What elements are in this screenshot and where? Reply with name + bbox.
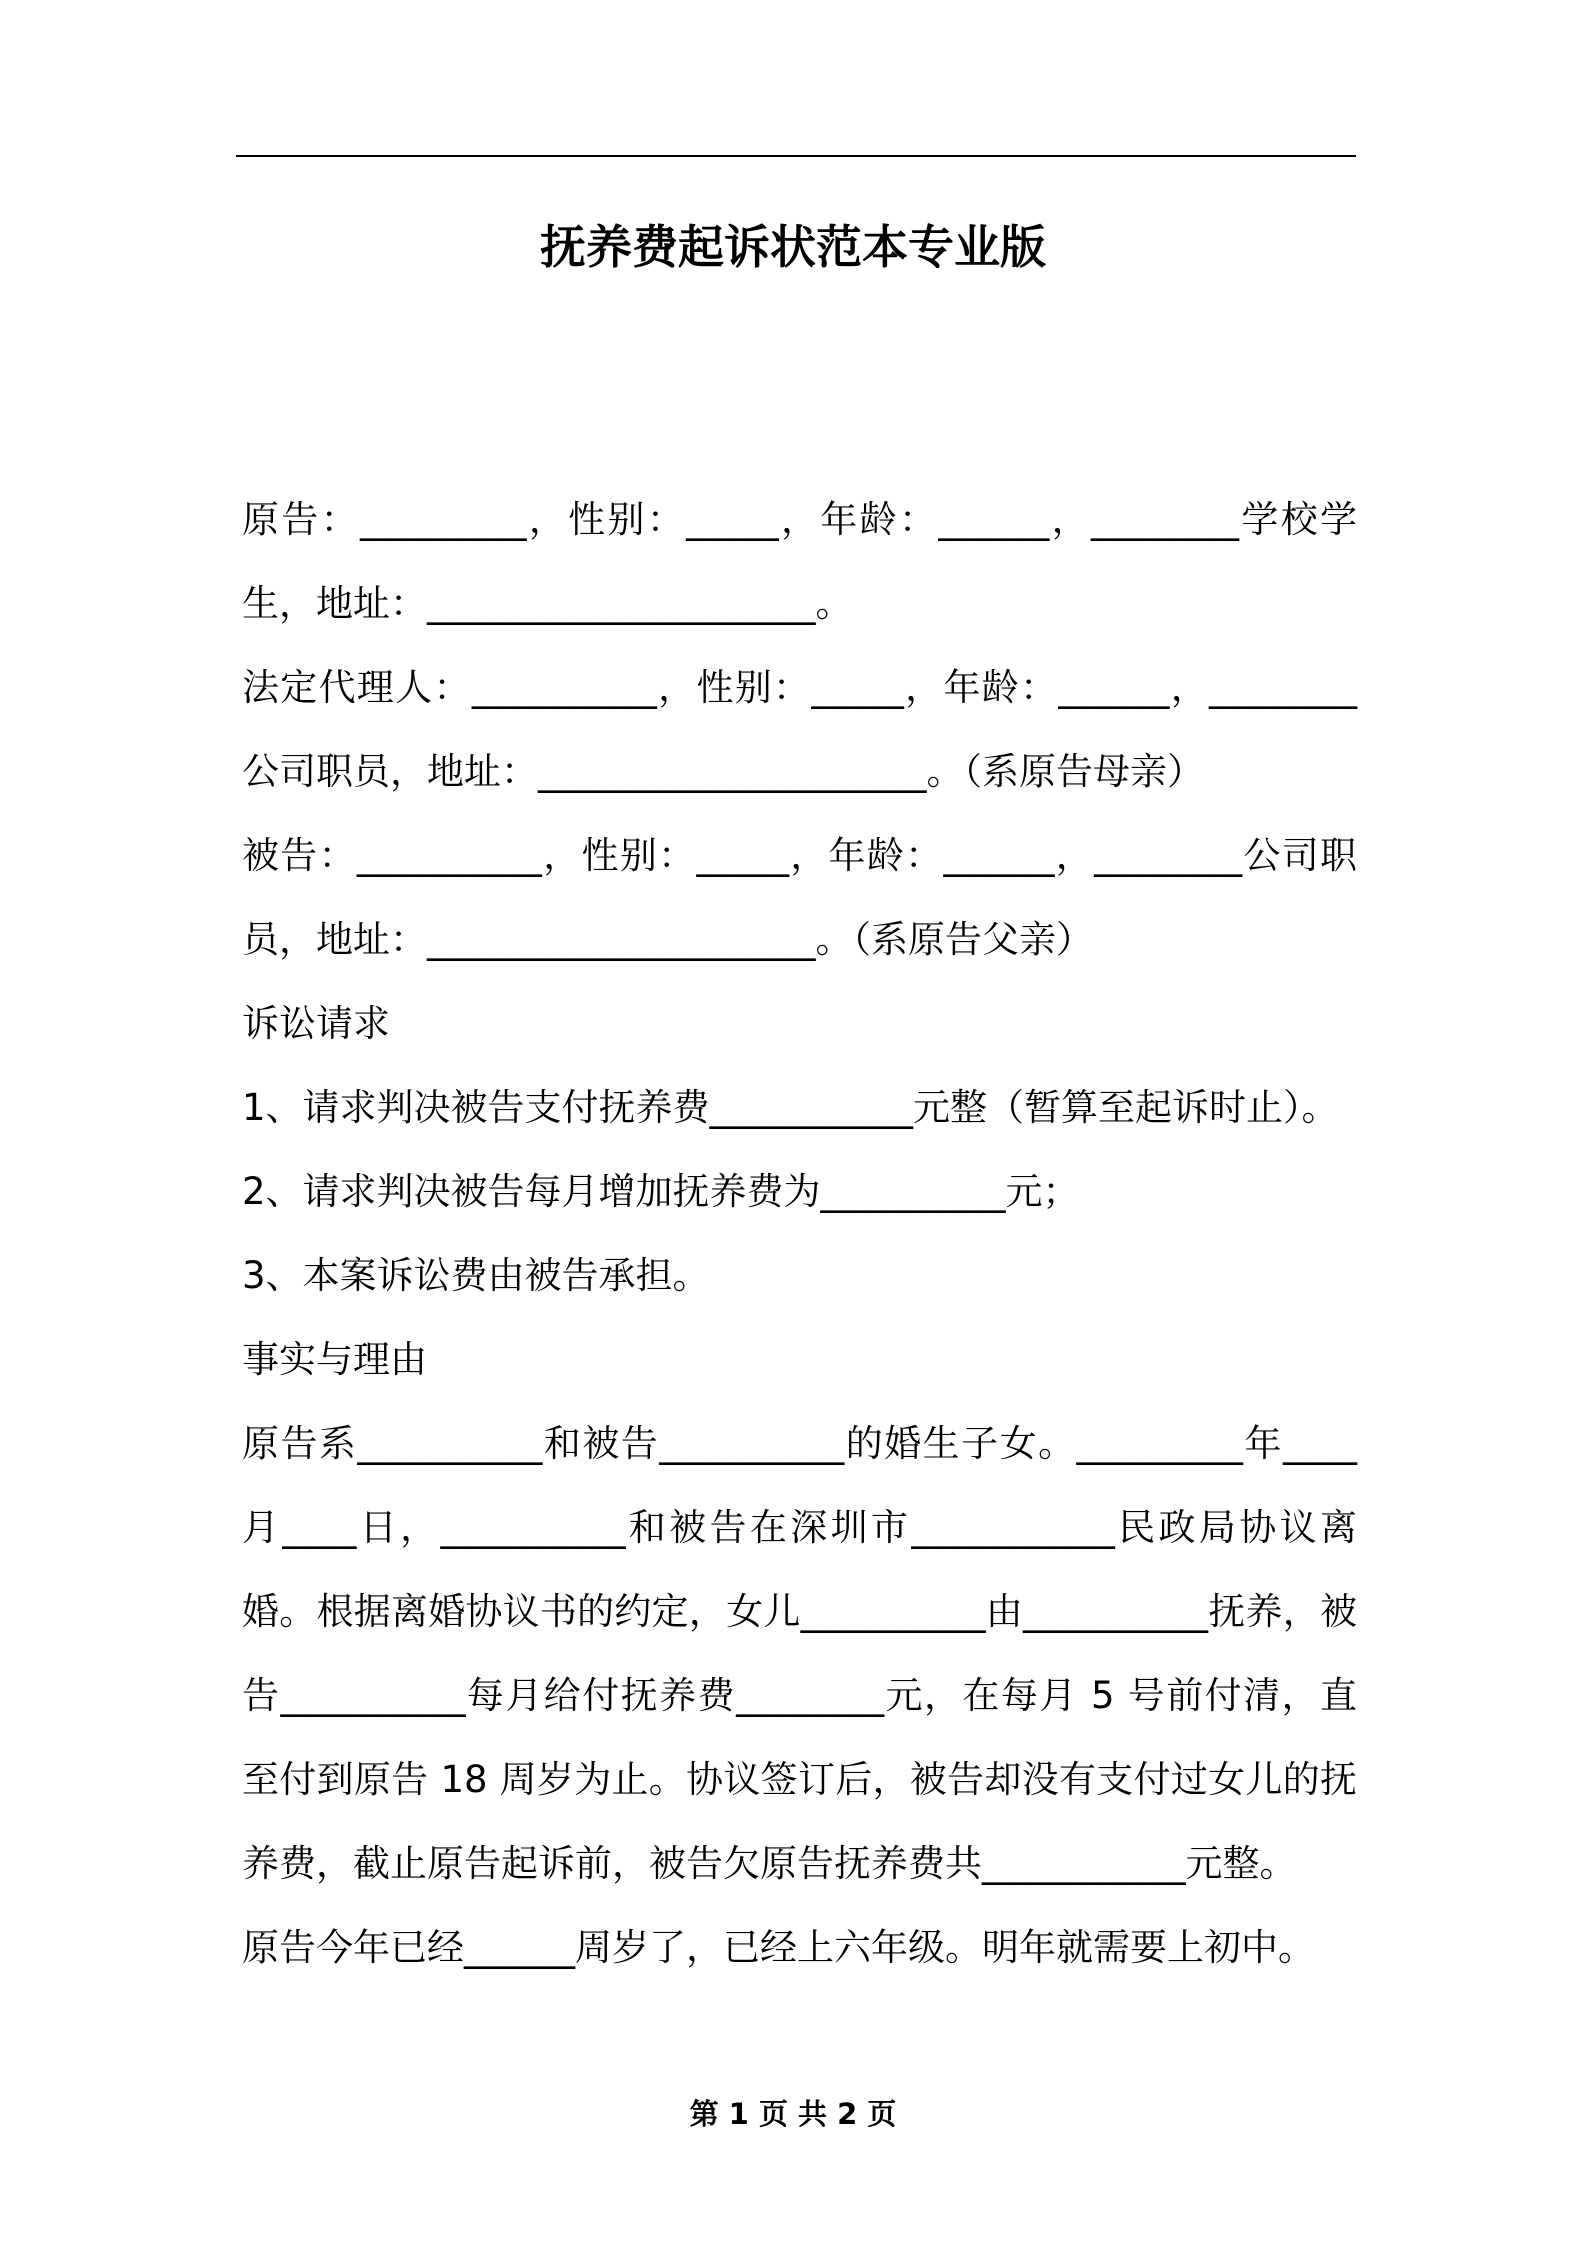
- facts-heading: 事实与理由: [242, 1338, 427, 1381]
- claim-item-3: 3、本案诉讼费由被告承担。: [242, 1254, 710, 1297]
- claim-item-1: 1、请求判决被告支付抚养费___________元整（暂算至起诉时止）。: [242, 1086, 1339, 1129]
- page-footer: 第 1 页 共 2 页: [689, 2097, 897, 2131]
- header-rule: [236, 155, 1356, 157]
- defendant-paragraph: 被告：__________，性别：_____，年龄：______，________公司职员，地址：_____________________。（系原告父亲）: [242, 834, 1357, 961]
- claims-heading: 诉讼请求: [242, 1002, 390, 1045]
- facts-paragraph: 原告系__________和被告__________的婚生子女。_________年____月____日，__________和被告在深圳市___________民政局协议离婚。根据离婚协议书的约定，女儿__________由__________抚养，被告__________每月给付抚养费________元，在每月 5 号前付清，直至付到原告 18 周岁为止。协议签订后，被告却没有支付过女儿的抚养费，截止原告起诉前，被告欠原告抚养费共___________元整。: [242, 1422, 1357, 1885]
- document-body: [242, 478, 1357, 1990]
- legal-representative-paragraph: 法定代理人：__________，性别：_____，年龄：______，________公司职员，地址：_____________________。（系原告母亲）: [242, 666, 1357, 793]
- plaintiff-paragraph: 原告：_________，性别：_____，年龄：______，________学校学生，地址：_____________________。: [242, 498, 1357, 625]
- closing-paragraph: 原告今年已经______周岁了，已经上六年级。明年就需要上初中。: [242, 1926, 1315, 1969]
- claim-item-2: 2、请求判决被告每月增加抚养费为__________元；: [242, 1170, 1080, 1213]
- document-title: 抚养费起诉状范本专业版: [540, 220, 1046, 274]
